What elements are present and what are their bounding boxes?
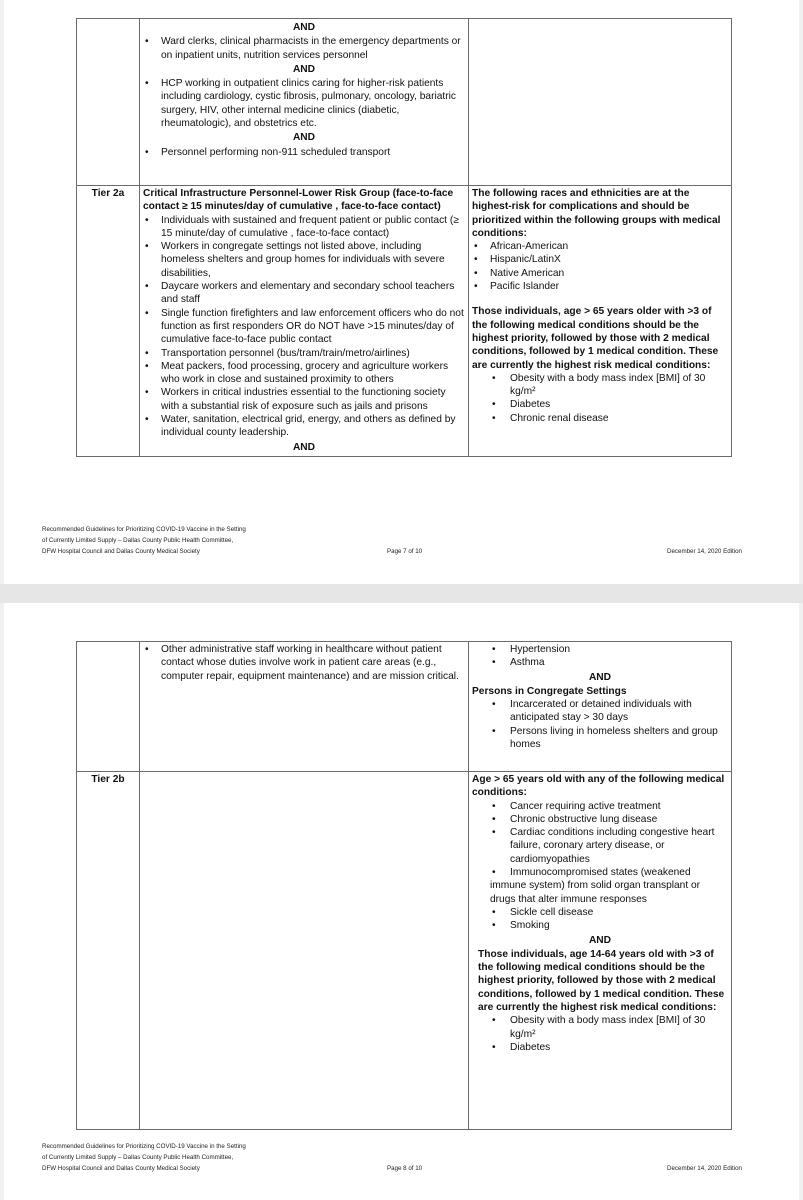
tier2a-personnel-cell — [140, 186, 469, 457]
footer-line: Recommended Guidelines for Prioritizing COVID-19 Vaccine in the Setting — [42, 1143, 246, 1150]
and-label: AND — [292, 22, 316, 33]
and-label: AND — [292, 132, 316, 144]
list-item: • HCP working in outpatient clinics caring for higher-risk patients including cardiology, cystic fibrosis, pulmonary, oncology, bariatric surgery, HIV, other internal medicine clinics (diabetic, rheumatologic), and obstetrics etc. — [143, 77, 465, 130]
list-item: • Incarcerated or detained individuals with anticipated stay > 30 days — [472, 698, 728, 725]
table-row — [77, 642, 732, 772]
priority-table — [76, 18, 732, 457]
list-item: • Daycare workers and elementary and secondary school teachers and staff — [143, 280, 465, 307]
priority-table — [76, 641, 732, 1130]
list-item: • Asthma — [472, 656, 728, 669]
table-row — [77, 772, 732, 1130]
list-item: • Smoking — [472, 919, 728, 932]
race-intro: The following races and ethnicities are at the highest-risk for complications and should be prioritized within the following groups with medical conditions: — [472, 188, 721, 239]
list-item: • Sickle cell disease — [472, 906, 728, 919]
document-page-8 — [4, 603, 799, 1200]
list-item: • Pacific Islander — [472, 280, 728, 293]
bullet-list — [472, 240, 728, 293]
footer-line: of Currently Limited Supply – Dallas County Public Health Committee, — [42, 537, 234, 544]
footer-line: of Currently Limited Supply – Dallas County Public Health Committee, — [42, 1154, 234, 1161]
edition-date: December 14, 2020 Edition — [667, 548, 742, 555]
congregate-heading: Persons in Congregate Settings — [472, 685, 627, 697]
list-item: • Transportation personnel (bus/tram/train/metro/airlines) — [143, 347, 465, 360]
footer-line: Recommended Guidelines for Prioritizing COVID-19 Vaccine in the Setting — [42, 526, 246, 533]
bullet-list — [143, 35, 465, 62]
and-label: AND — [292, 441, 316, 453]
edition-date: December 14, 2020 Edition — [667, 1165, 742, 1172]
list-item: • Hypertension — [472, 643, 728, 656]
and-label: AND — [292, 63, 316, 75]
and-label: AND — [588, 934, 612, 946]
list-item: • Obesity with a body mass index [BMI] of 30 kg/m² — [472, 372, 728, 399]
tier2a-conditions-cell — [469, 186, 732, 457]
tier-label: Tier 2b — [77, 772, 140, 1130]
bullet-list — [143, 77, 465, 130]
list-item: • Cardiac conditions including congestive heart failure, coronary artery disease, or cardiomyopathies — [472, 826, 728, 866]
list-item: • Persons living in homeless shelters and group homes — [472, 725, 728, 752]
document-page-7 — [4, 0, 799, 584]
page-number: Page 7 of 10 — [387, 548, 423, 555]
list-item: • Chronic obstructive lung disease — [472, 813, 728, 826]
tier2b-conditions-cell — [469, 772, 732, 1130]
list-item: • Immunocompromised states (weakened immune system) from solid organ transplant or drugs that alter immune responses — [490, 867, 701, 905]
list-item: • Water, sanitation, electrical grid, energy, and others as defined by individual county leadership. — [143, 413, 465, 440]
list-item: • Single function firefighters and law enforcement officers who do not function as first responders OR do NOT have >15 minutes/day of cumulative face-to-face public contact — [143, 307, 465, 347]
list-item: • Native American — [472, 267, 728, 280]
tier2a-continuation-cell — [140, 642, 469, 772]
age65-any-heading: Age > 65 years old with any of the following medical conditions: — [472, 774, 725, 799]
list-item: • Obesity with a body mass index [BMI] of 30 kg/m² — [472, 1014, 728, 1041]
immuno-text: Immunocompromised states (weakened immune system) from solid organ transplant or drugs that alter immune responses — [490, 867, 701, 905]
list-item: • Diabetes — [472, 1041, 728, 1054]
bullet-list — [143, 214, 465, 440]
bullet-list — [472, 906, 728, 933]
bullet-list — [472, 1014, 728, 1054]
list-item: • Diabetes — [472, 398, 728, 411]
list-item: • Hispanic/LatinX — [472, 253, 728, 266]
bullet-list — [472, 800, 728, 866]
list-item: • Chronic renal disease — [472, 412, 728, 425]
table-row — [77, 19, 732, 186]
list-item: • Cancer requiring active treatment — [472, 800, 728, 813]
bullet-list — [472, 698, 728, 751]
page-number: Page 8 of 10 — [387, 1165, 423, 1172]
and-label: AND — [588, 671, 612, 683]
tier1c-continuation-cell — [140, 19, 469, 186]
bullet-list — [143, 146, 465, 159]
tier-label: Tier 2a — [77, 186, 140, 457]
page-separator — [0, 584, 803, 603]
list-item: • Workers in critical industries essential to the functioning society with a substantial risk of exposure such as jails and prisons — [143, 386, 465, 413]
list-item: • Workers in congregate settings not listed above, including homeless shelters and group homes for individuals with severe disabilities, — [143, 240, 465, 280]
list-item: • Other administrative staff working in healthcare without patient contact whose duties involve work in patient care areas (e.g., computer repair, equipment maintenance) and are mission critical. — [143, 643, 465, 683]
list-item: • Meat packers, food processing, grocery and agriculture workers who work in close and sustained proximity to others — [143, 360, 465, 387]
age14-intro: Those individuals, age 14-64 years old with >3 of the following medical conditions should be the highest priority, followed by those with 2 medical conditions, followed by 1 medical condition. These are currently the highest risk medical conditions: — [478, 948, 725, 1014]
list-item: • Personnel performing non-911 scheduled transport — [143, 146, 465, 159]
list-item: • Ward clerks, clinical pharmacists in the emergency departments or on inpatient units, nutrition services personnel — [143, 35, 465, 62]
footer-line: DFW Hospital Council and Dallas County Medical Society — [42, 548, 200, 555]
table-row — [77, 186, 732, 457]
bullet-list — [143, 643, 465, 683]
footer-line: DFW Hospital Council and Dallas County Medical Society — [42, 1165, 200, 1172]
conditions-continuation-cell — [469, 642, 732, 772]
bullet-list — [472, 643, 728, 670]
age65-intro: Those individuals, age > 65 years older with >3 of the following medical conditions should be the highest priority, followed by those with 2 medical conditions, followed by 1 medical condition. These are currently the highest risk medical conditions: — [472, 306, 719, 371]
bullet-list — [472, 372, 728, 425]
list-item: • Individuals with sustained and frequent patient or public contact (≥ 15 minute/day of cumulative , face-to-face contact) — [143, 214, 465, 241]
tier2a-heading: Critical Infrastructure Personnel-Lower Risk Group (face-to-face contact ≥ 15 minutes/day of cumulative , face-to-face contact) — [143, 188, 454, 213]
list-item: • African-American — [472, 240, 728, 253]
